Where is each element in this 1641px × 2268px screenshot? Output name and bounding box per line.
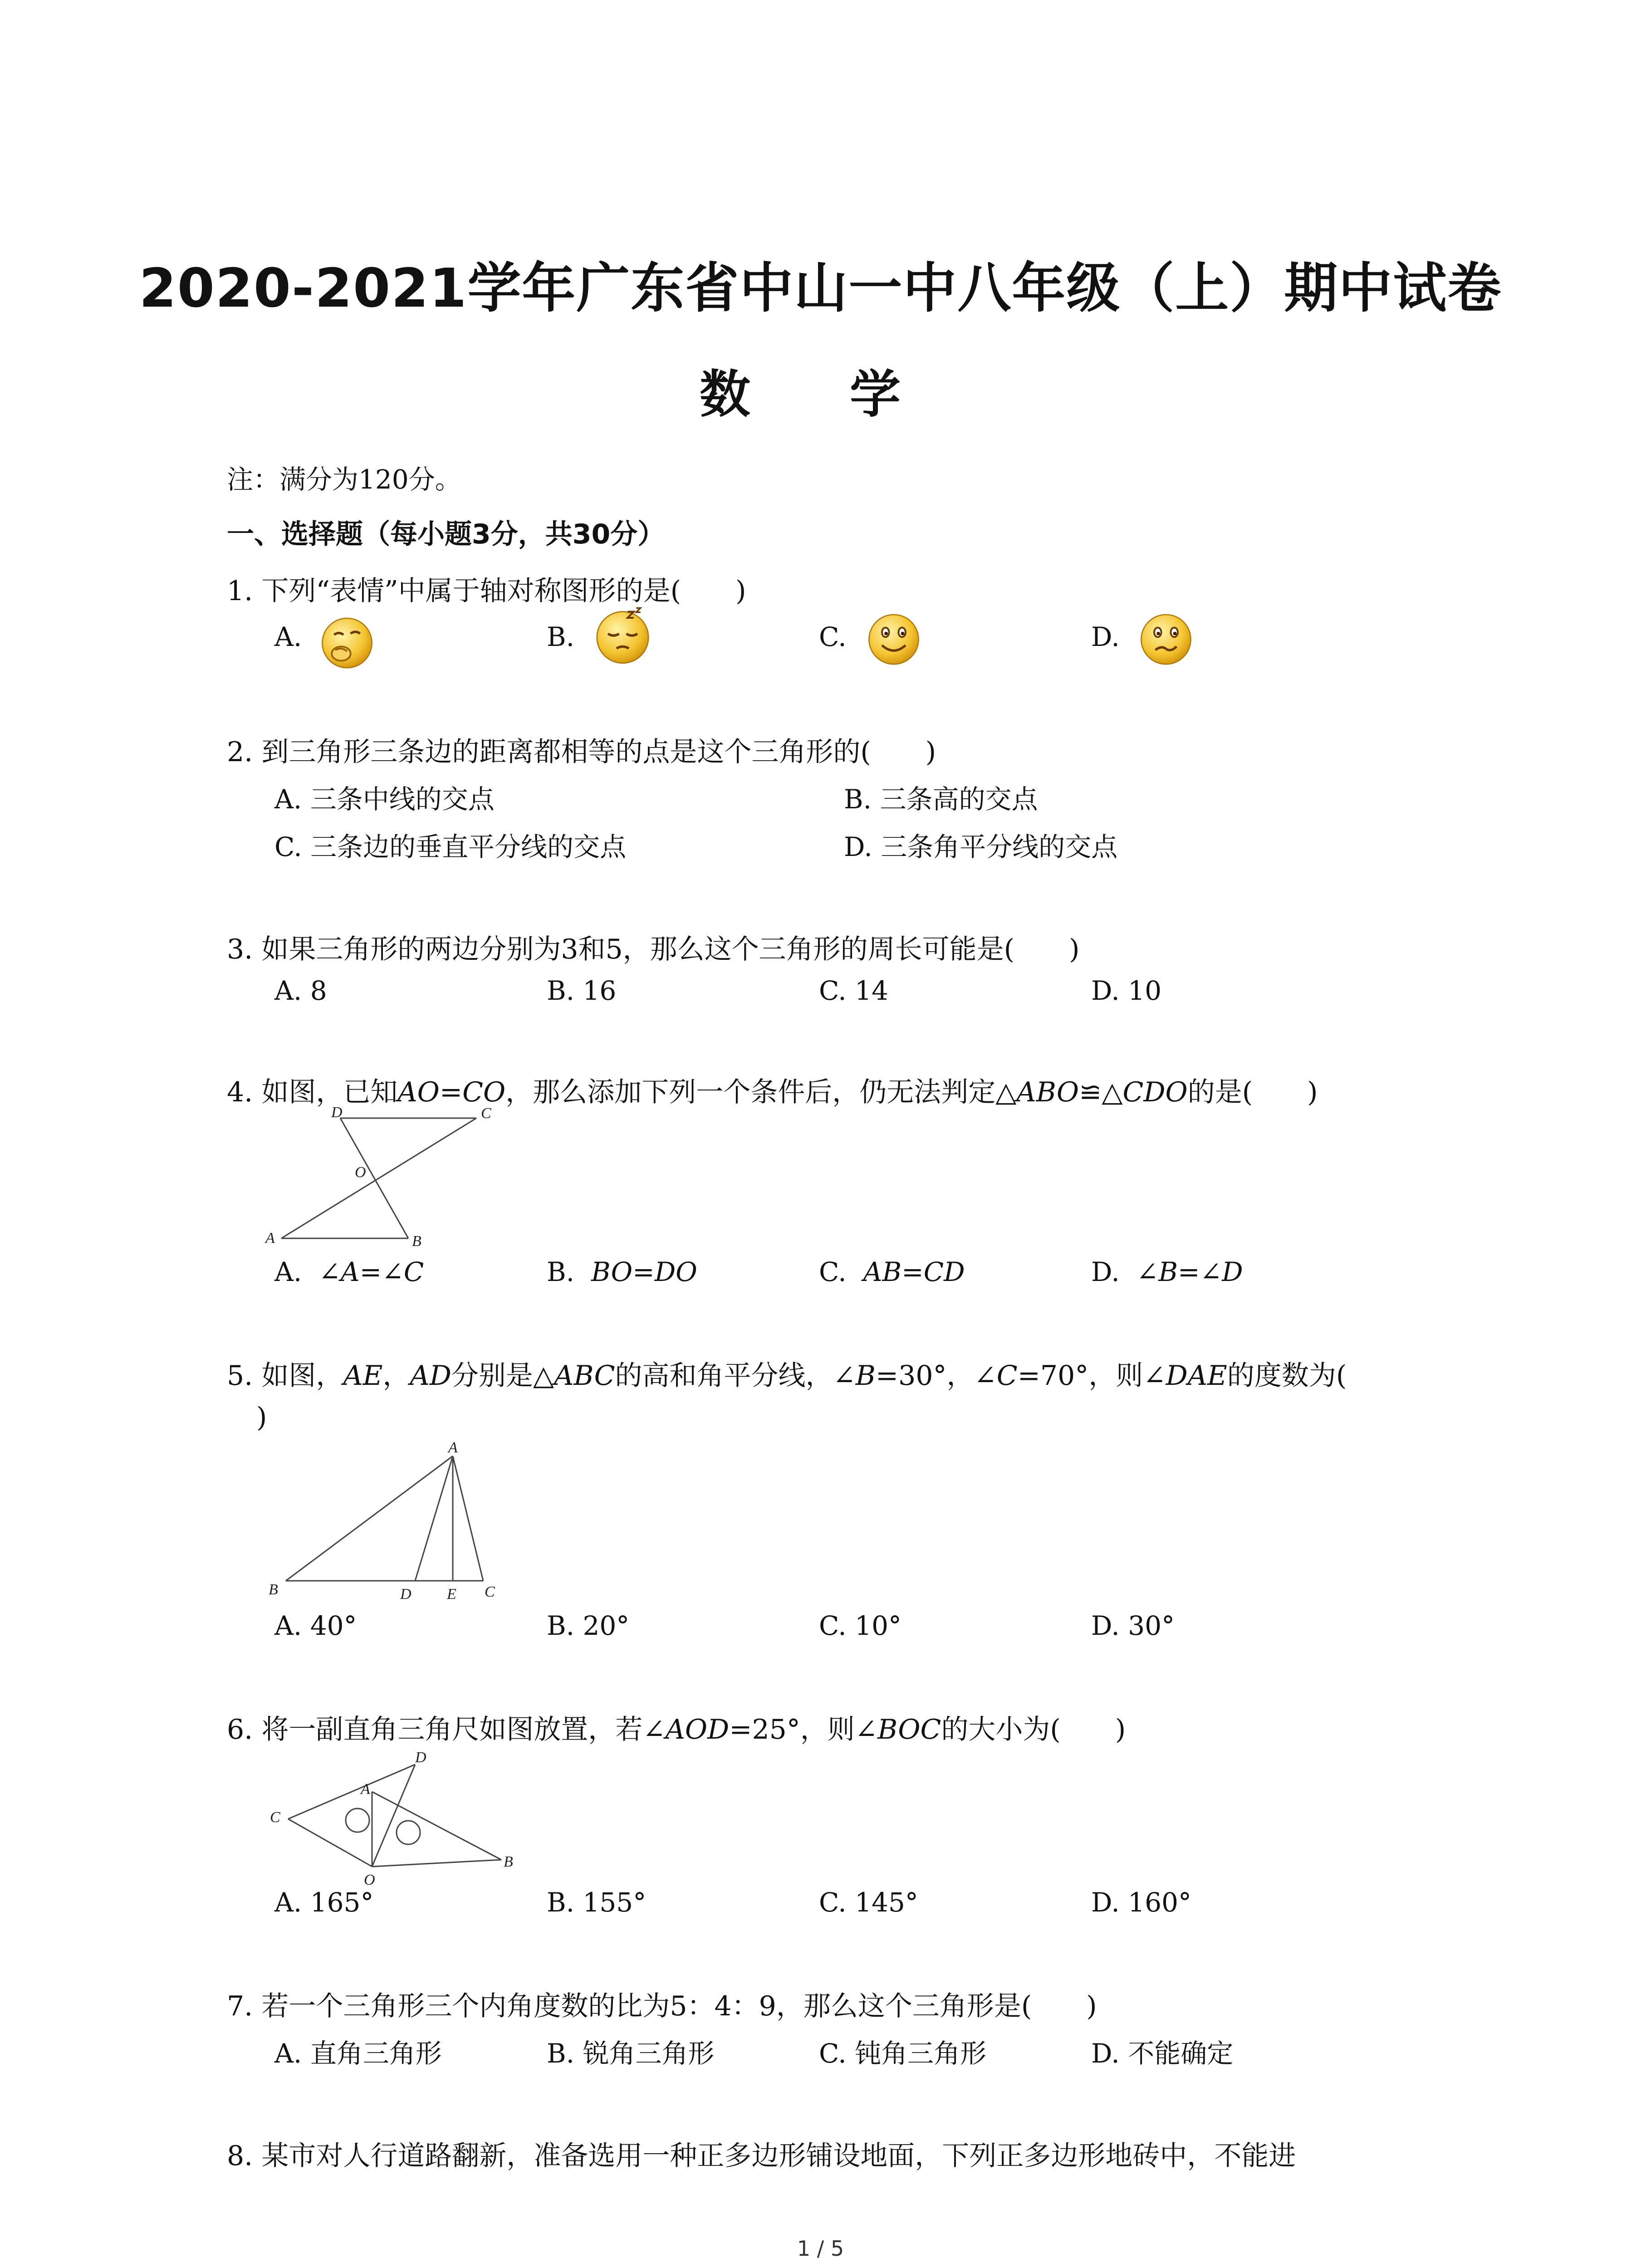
exam-title: 2020-2021学年广东省中山一中八年级（上）期中试卷 — [139, 257, 1502, 319]
question-2-option-a: A. 三条中线的交点 — [274, 784, 495, 815]
label-c: C — [270, 1809, 280, 1826]
question-3-option-c: C. 14 — [819, 975, 888, 1006]
label-c: C — [481, 1105, 491, 1122]
question-6-figure — [259, 1744, 531, 1889]
section-heading: 一、选择题（每小题3分，共30分） — [227, 518, 665, 550]
question-5-stem-close: ) — [256, 1402, 267, 1433]
question-2-option-c: C. 三条边的垂直平分线的交点 — [274, 831, 627, 862]
question-6-option-c: C. 145° — [819, 1887, 918, 1918]
question-4-figure — [259, 1105, 504, 1250]
question-7-option-a: A. 直角三角形 — [274, 2038, 442, 2069]
question-5-option-c: C. 10° — [819, 1610, 901, 1641]
question-6-stem: 6. 将一副直角三角尺如图放置，若∠AOD=25°，则∠BOC的大小为( ) — [227, 1714, 1126, 1745]
smiling-face-icon — [864, 609, 923, 668]
question-1-stem: 1. 下列“表情”中属于轴对称图形的是( ) — [227, 575, 746, 607]
label-a: A — [361, 1781, 370, 1798]
label-b: B — [504, 1853, 513, 1870]
label-d: D — [331, 1105, 343, 1121]
question-7-option-b: B. 锐角三角形 — [547, 2038, 715, 2069]
question-7-option-d: D. 不能确定 — [1091, 2038, 1234, 2069]
question-3-stem: 3. 如果三角形的两边分别为3和5，那么这个三角形的周长可能是( ) — [227, 934, 1080, 965]
confused-face-icon — [1136, 609, 1195, 668]
label-b: B — [269, 1581, 278, 1598]
page-number: 1 / 5 — [797, 2236, 844, 2261]
label-o: O — [355, 1164, 366, 1181]
question-7-option-c: C. 钝角三角形 — [819, 2038, 987, 2069]
question-3-option-a: A. 8 — [274, 975, 327, 1006]
question-2-stem: 2. 到三角形三条边的距离都相等的点是这个三角形的( ) — [227, 736, 936, 768]
question-6-option-a: A. 165° — [274, 1887, 374, 1918]
question-1-option-a: A. — [274, 621, 302, 652]
question-4-stem: 4. 如图，已知AO=CO，那么添加下列一个条件后，仍无法判定△ABO≌△CDO的是( ) — [227, 1076, 1318, 1108]
thinking-face-icon — [318, 612, 377, 671]
label-d: D — [400, 1586, 411, 1603]
question-4-option-b: B. BO=DO — [547, 1256, 697, 1287]
question-6-option-d: D. 160° — [1091, 1887, 1192, 1918]
question-3-option-b: B. 16 — [547, 975, 617, 1006]
question-4-option-c: C. AB=CD — [819, 1256, 965, 1287]
label-o: O — [364, 1872, 375, 1888]
question-5-option-a: A. 40° — [274, 1610, 357, 1641]
question-2-option-b: B. 三条高的交点 — [844, 784, 1038, 815]
question-7-stem: 7. 若一个三角形三个内角度数的比为5：4：9，那么这个三角形是( ) — [227, 1990, 1097, 2022]
question-1-option-d: D. — [1091, 621, 1120, 652]
question-2-option-d: D. 三条角平分线的交点 — [844, 831, 1118, 862]
question-3-option-d: D. 10 — [1091, 975, 1162, 1006]
label-c: C — [485, 1584, 495, 1600]
question-5-option-b: B. 20° — [547, 1610, 630, 1641]
question-1-option-c: C. — [819, 621, 847, 652]
subject-title: 数 学 — [700, 365, 941, 424]
sleepy-face-icon — [592, 606, 653, 667]
question-4-option-d: D. ∠B=∠D — [1091, 1256, 1243, 1287]
question-6-option-b: B. 155° — [547, 1887, 647, 1918]
question-5-figure — [259, 1438, 513, 1606]
question-4-option-a: A. ∠A=∠C — [274, 1256, 424, 1287]
label-d: D — [415, 1749, 426, 1766]
question-5-stem: 5. 如图，AE，AD分别是△ABC的高和角平分线，∠B=30°，∠C=70°，则∠DAE的度数为( — [227, 1360, 1347, 1392]
label-b: B — [412, 1233, 421, 1250]
question-1-option-b: B. — [547, 621, 575, 652]
label-a: A — [265, 1230, 275, 1246]
label-a: A — [448, 1439, 458, 1456]
question-5-option-d: D. 30° — [1091, 1610, 1175, 1641]
label-e: E — [447, 1586, 456, 1603]
score-note: 注：满分为120分。 — [227, 464, 461, 495]
question-8-stem: 8. 某市对人行道路翻新，准备选用一种正多边形铺设地面，下列正多边形地砖中，不能进 — [227, 2140, 1296, 2172]
